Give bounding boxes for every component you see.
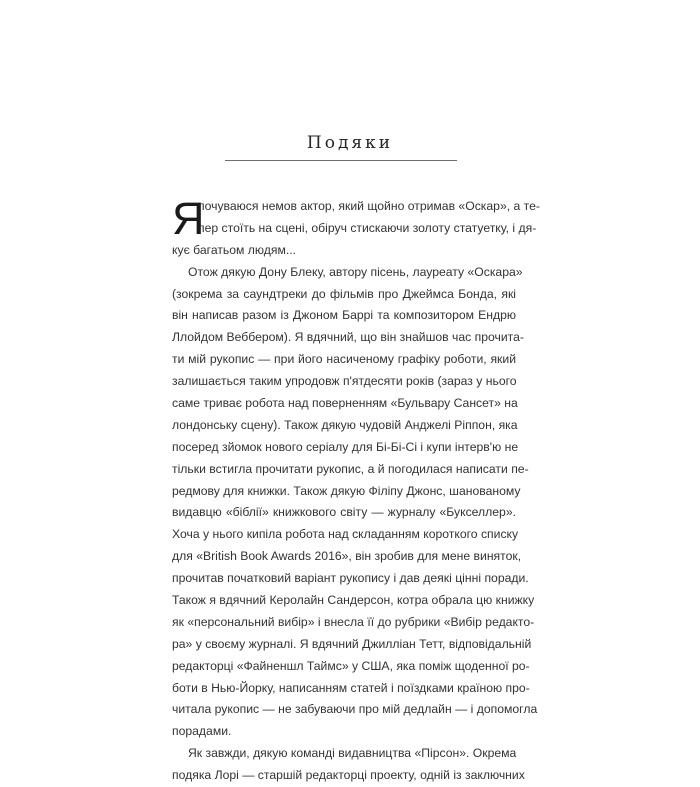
- text-line: Отож дякую Дону Блеку, автору пісень, лауреату «Оскара»: [188, 264, 523, 279]
- text-line: Також я вдячний Керолайн Сандерсон, котра обрала цю книжку: [172, 593, 535, 608]
- dropcap: Я: [172, 193, 205, 244]
- text-line: ти мій рукопис — при його насиченому графіку роботи, який: [172, 352, 516, 367]
- title-rule: [225, 160, 457, 161]
- text-line: залишається таким упродовж п'ятдесяти років (зараз у нього: [172, 374, 517, 389]
- text-line: редмову для книжки. Також дякую Філіпу Джонс, шанованому: [172, 483, 521, 498]
- text-line: (зокрема за саундтреки до фільмів про Джеймса Бонда, які: [172, 286, 516, 301]
- text-line: редакторці «Файненшл Таймс» у США, яка поміж щоденної ро-: [172, 658, 530, 673]
- page-title: Подяки: [306, 133, 394, 153]
- text-line: для «British Book Awards 2016», він зробив для мене виняток,: [172, 549, 522, 564]
- body-text: [172, 193, 540, 787]
- text-line: почуваюся немов актор, який щойно отримав «Оскар», а те-: [198, 199, 540, 213]
- text-line: Як завжди, дякую команді видавництва «Пірсон». Окрема: [188, 746, 517, 761]
- text-line: ра» у своєму журналі. Я вдячний Джилліан Тетт, відповідальній: [172, 636, 532, 651]
- text-line: лондонську сцену). Також дякую чудовій Анджелі Ріппон, яка: [172, 417, 518, 432]
- text-line: Хоча у нього кипіла робота над складанням короткого списку: [172, 527, 519, 542]
- text-line: тільки встигла прочитати рукопис, а й погодилася написати пе-: [172, 461, 529, 476]
- text-line: саме триває робота над поверненням «Бульвару Сансет» на: [172, 396, 518, 411]
- text-line: боти в Нью-Йорку, написанням статей і поїздками країною про-: [172, 680, 530, 695]
- text-line: кує багатьом людям...: [172, 242, 297, 257]
- text-line: як «персональний вибір» і внесла її до рубрики «Вибір редакто-: [172, 614, 535, 629]
- text-line: прочитав початковий варіант рукопису і дав деякі цінні поради.: [172, 571, 529, 586]
- text-line: видавцю «біблії» книжкового світу — журналу «Букселлер».: [172, 505, 516, 520]
- text-line: посеред зйомок нового серіалу для Бі-Бі-Сі і купи інтерв'ю не: [172, 439, 519, 454]
- text-line: подяка Лорі — старшій редакторці проекту, одній із заключних: [172, 768, 525, 783]
- text-line: пер стоїть на сцені, обіруч стискаючи золоту статуетку, і дя-: [198, 220, 537, 235]
- text-line: читала рукопис — не забуваючи про мій дедлайн — і допомогла: [172, 702, 538, 717]
- text-line: Ллойдом Веббером). Я вдячний, що він знайшов час прочита-: [172, 330, 524, 345]
- text-line: порадами.: [172, 724, 232, 739]
- text-line: він написав разом із Джоном Баррі та композитором Ендрю: [172, 308, 516, 323]
